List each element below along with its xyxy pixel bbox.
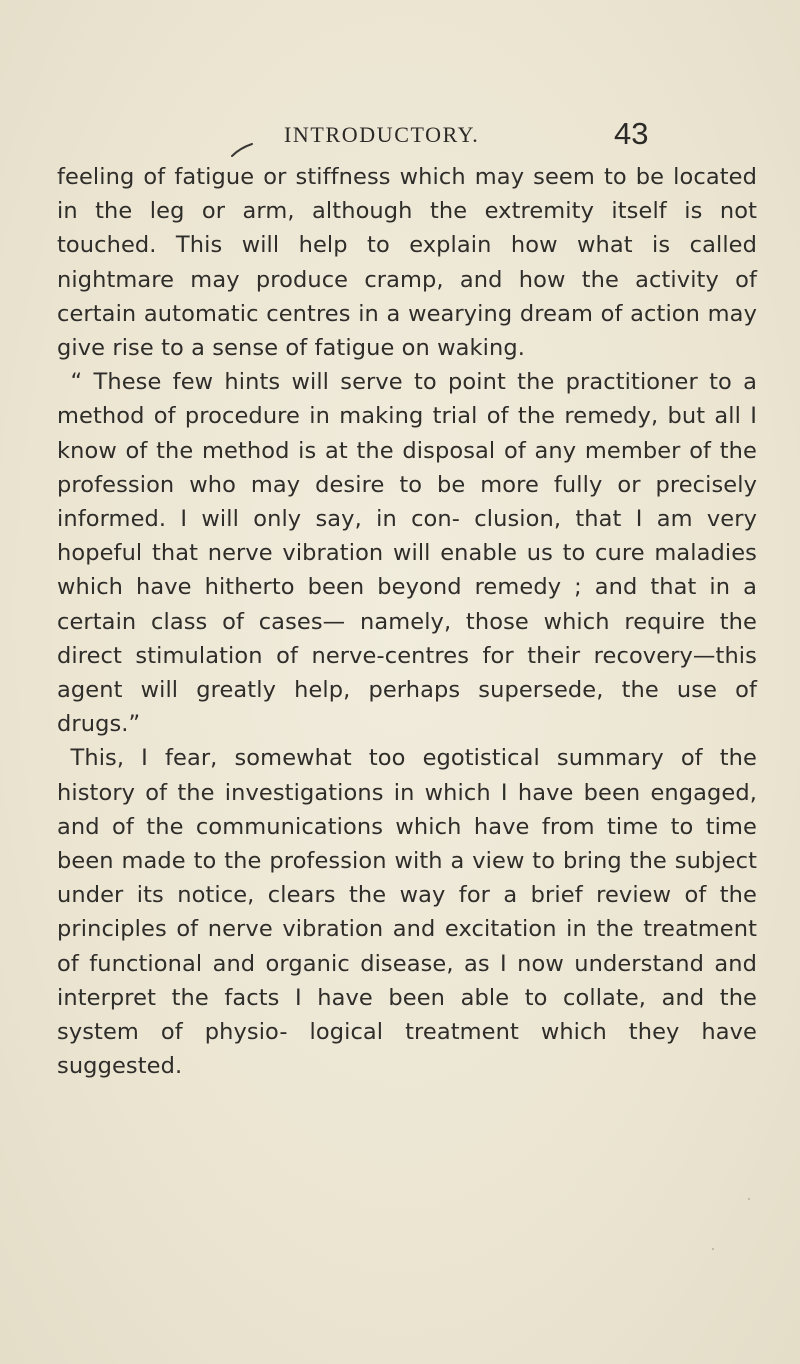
- page-header: [246, 118, 666, 158]
- paper-speck: [712, 1248, 714, 1250]
- paragraph-1: feeling of fatigue or stiffness which may seem to be located in the leg or arm, although the extremity itself is not touched. This will help to explain how what is called nightmare may produce cramp, and how the activity of certain automatic centres in a wearying dream of action may give rise to a sense of fatigue on waking.: [57, 164, 757, 362]
- page-number: 43: [614, 116, 649, 151]
- running-head: INTRODUCTORY.: [284, 122, 480, 147]
- body-text: [57, 160, 757, 1083]
- paragraph-3: This, I fear, somewhat too egotistical summary of the history of the investigations in which I have been engaged, and of the communications which have from time to time been made to the profession with a view to bring the subject under its notice, clears the way for a brief review of the principles of nerve vibration and excitation in the treatment of functional and organic disease, as I now understand and interpret the facts I have been able to collate, and the system of physio- logical treatment which they have suggested.: [57, 745, 757, 1080]
- paragraph-2: “ These few hints will serve to point the practitioner to a method of procedure in making trial of the remedy, but all I know of the method is at the disposal of any member of the profession who may desire to be more fully or precisely informed. I will only say, in con- clusion, that I am very hopeful that nerve vibration will enable us to cure maladies which have hitherto been beyond remedy ; and that in a certain class of cases— namely, those which require the direct stimulation of nerve-centres for their recovery—this agent will greatly help, perhaps supersede, the use of drugs.”: [57, 369, 757, 738]
- paper-speck: [748, 1198, 750, 1200]
